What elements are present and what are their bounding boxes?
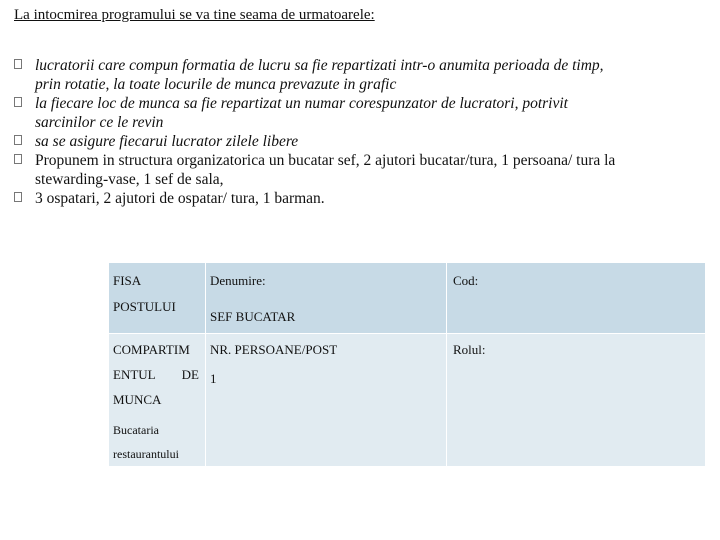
bullet-text: sa se asigure fiecarui lucrator zilele libere — [35, 133, 299, 150]
list-item — [14, 189, 720, 208]
nr-persoane-cell — [206, 334, 447, 467]
bullet-text: 3 ospatari, 2 ajutori de ospatar/ tura, 1 barman. — [35, 190, 325, 207]
table-row — [109, 334, 706, 467]
denumire-cell — [206, 263, 447, 334]
job-description-table — [108, 262, 706, 467]
denumire-label: Denumire: — [210, 273, 266, 288]
checkbox-bullet-icon — [14, 135, 22, 145]
list-item — [14, 56, 720, 94]
bullet-text: lucratorii care compun formatia de lucru sa fie repartizati intr-o anumita perioada de timp, prin rotatie, la toate locurile de munca prevazute in grafic — [35, 57, 604, 93]
checkbox-bullet-icon — [14, 97, 22, 107]
bullet-list — [14, 56, 720, 208]
fisa-label: FISA — [113, 273, 142, 288]
compartiment-value: Bucataria — [113, 423, 159, 437]
checkbox-bullet-icon — [14, 192, 22, 202]
list-item — [14, 132, 720, 151]
fisa-postului-cell — [109, 263, 206, 334]
compartiment-label-line2: ENTUL DE — [113, 367, 199, 382]
nr-persoane-label: NR. PERSOANE/POST — [210, 342, 338, 357]
list-item — [14, 94, 720, 132]
checkbox-bullet-icon — [14, 154, 22, 164]
nr-persoane-value: 1 — [210, 371, 217, 386]
list-item — [14, 151, 720, 189]
compartiment-value-line2: restaurantului — [113, 447, 179, 461]
table-row — [109, 263, 706, 334]
compartiment-cell — [109, 334, 206, 467]
cod-cell — [447, 263, 706, 334]
rolul-cell — [447, 334, 706, 467]
bullet-text: Propunem in structura organizatorica un bucatar sef, 2 ajutori bucatar/tura, 1 persoana/ tura la stewarding-vase, 1 sef de sala, — [35, 152, 616, 188]
compartiment-label-line3: MUNCA — [113, 392, 162, 407]
postului-label: POSTULUI — [113, 299, 176, 314]
compartiment-label: COMPARTIM — [113, 342, 190, 357]
checkbox-bullet-icon — [14, 59, 22, 69]
cod-label: Cod: — [453, 273, 479, 288]
rolul-label: Rolul: — [453, 342, 486, 357]
bullet-text: la fiecare loc de munca sa fie repartizat un numar corespunzator de lucratori, potrivit sarcinilor ce le revin — [35, 95, 568, 131]
denumire-value: SEF BUCATAR — [210, 309, 296, 324]
slide-title: La intocmirea programului se va tine seama de urmatoarele: — [14, 7, 375, 23]
